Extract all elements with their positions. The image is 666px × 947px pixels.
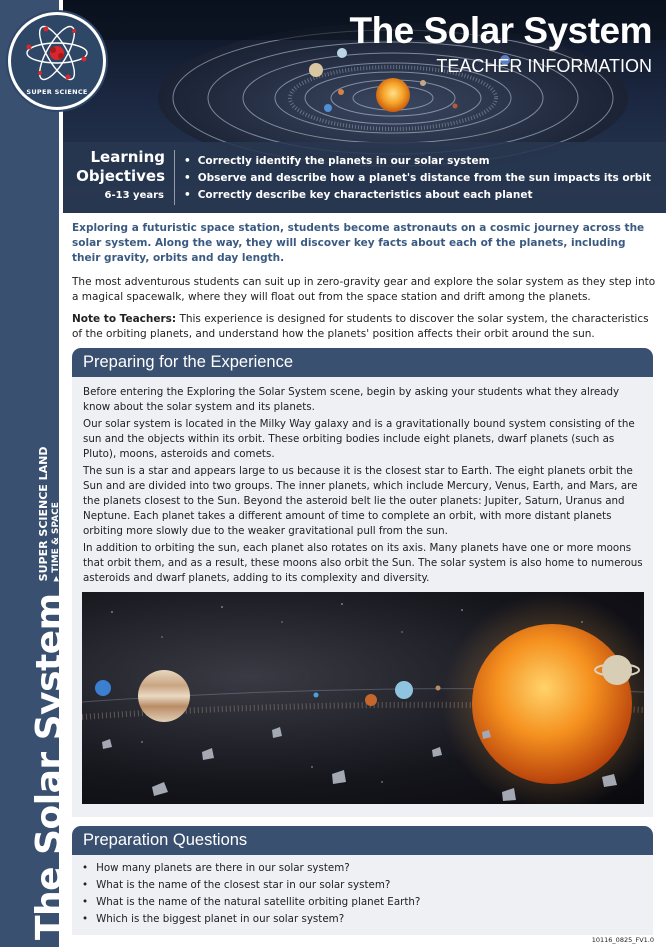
body-paragraph: The most adventurous students can suit up in zero-gravity gear and explore the solar system as they step into a magical spacewalk, where they will float out from the space station and drift among the planets. <box>72 276 656 303</box>
section-paragraph: The sun is a star and appears large to us because it is the closest star to Earth. The eight planets orbit the Sun and are divided into two groups. The inner planets, which include Mercury, Venus, Earth, and Mars, are the planets closest to the Sun. Beyond the asteroid belt lie the outer planets: Jupiter, Saturn, Uranus and Neptune. Each planet takes a different amount of time to complete an orbit, with more distant planets orbiting more slowly due to the weaker gravitational pull from the sun. <box>83 465 638 537</box>
vertical-subtitle <box>37 446 63 581</box>
teacher-note <box>72 312 657 342</box>
page-title: The Solar System <box>349 10 652 51</box>
objectives-divider <box>174 150 175 205</box>
teacher-note-label: Note to Teachers: <box>72 313 177 325</box>
question-item: • Which is the biggest planet in our solar system? <box>82 911 420 928</box>
question-item: • What is the name of the closest star in our solar system? <box>82 877 420 894</box>
document-code: 10116_0825_FV1.0 <box>591 936 654 944</box>
objectives-list <box>184 153 651 204</box>
section-paragraph: In addition to orbiting the sun, each planet also rotates on its axis. Many planets have one or more moons that orbit them, and as a result, these moons also orbit the Sun. The solar system is also home to numerous asteroids and dwarf planets, adding to its complexity and diversity. <box>83 542 643 584</box>
section-body-questions <box>72 855 653 935</box>
objectives-label-line2: Objectives <box>76 167 165 185</box>
section-heading-questions: Preparation Questions <box>72 826 653 855</box>
sidebar-vertical-title <box>0 400 70 940</box>
objectives-label-line1: Learning <box>90 148 165 166</box>
planets-image <box>82 592 644 804</box>
section-paragraph: Our solar system is located in the Milky Way galaxy and is a gravitationally bound system consisting of the sun and the objects within its orbit. These orbiting bodies include eight planets, dwarf planets (such as Pluto), moons, asteroids and comets. <box>83 418 635 460</box>
intro-paragraph: Exploring a futuristic space station, students become astronauts on a cosmic journey across the solar system. Along the way, they will discover key facts about each of the planets, including their gravity, orbits and day length. <box>72 222 645 264</box>
section-body-preparing <box>72 377 653 817</box>
question-item: • What is the name of the natural satellite orbiting planet Earth? <box>82 894 420 911</box>
solar-system-illustration <box>82 592 644 804</box>
section-heading-preparing: Preparing for the Experience <box>72 348 653 377</box>
teacher-note-text: This experience is designed for students to discover the solar system, the characteristics of the orbiting planets, and understand how the planets' position affects their orbit around the sun. <box>72 313 649 340</box>
objective-item: • Observe and describe how a planet's distance from the sun impacts its orbit <box>184 170 651 187</box>
vertical-sub-land: SUPER SCIENCE LAND <box>36 446 50 582</box>
vertical-sub-topic-row <box>51 446 63 581</box>
age-range: 6-13 years <box>104 190 164 201</box>
question-item: • How many planets are there in our solar system? <box>82 860 420 877</box>
arrow-right-icon: ▶ <box>51 575 60 582</box>
questions-list <box>82 860 420 928</box>
objective-item: • Correctly describe key characteristics about each planet <box>184 187 651 204</box>
page-subtitle: TEACHER INFORMATION <box>436 56 652 76</box>
section-paragraph: Before entering the Exploring the Solar System scene, begin by asking your students what they already know about the solar system and its planets. <box>83 386 620 413</box>
learning-objectives-bar <box>63 142 666 213</box>
super-science-logo <box>8 12 106 110</box>
objective-item: • Correctly identify the planets in our solar system <box>184 153 651 170</box>
vertical-sub-topic: TIME & SPACE <box>50 502 61 573</box>
header <box>63 0 666 213</box>
logo-text: SUPER SCIENCE <box>26 88 88 96</box>
vertical-title: The Solar System <box>29 593 70 940</box>
objectives-label <box>63 148 165 186</box>
